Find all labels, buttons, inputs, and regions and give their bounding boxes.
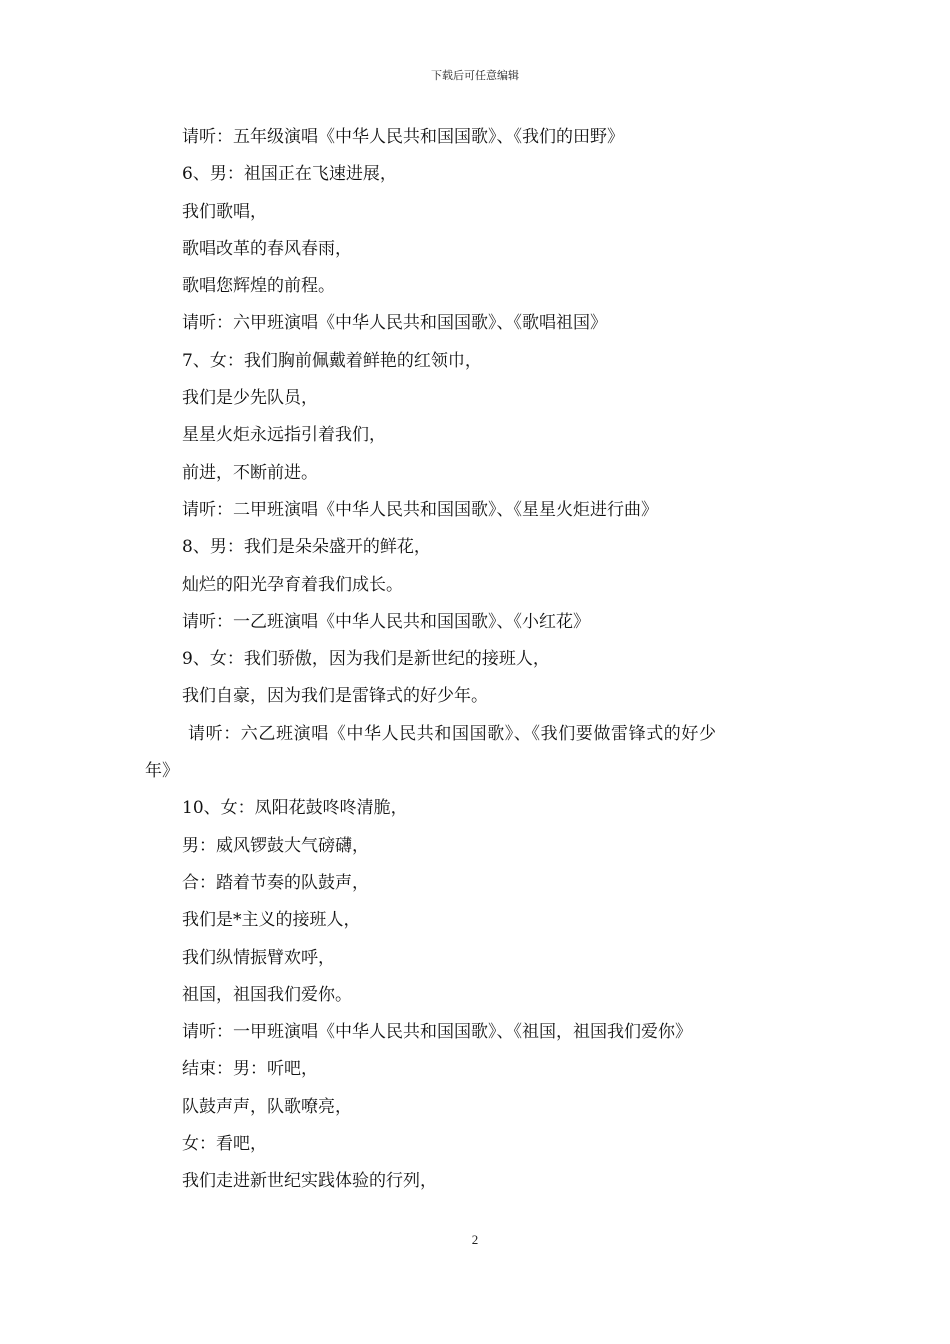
text-line-continuation: 年》 <box>145 761 179 782</box>
text-line: 请听：一甲班演唱《中华人民共和国国歌》、《祖国，祖国我们爱你》 <box>182 1022 692 1043</box>
document-body <box>145 119 815 1201</box>
text-line: 我们是少先队员， <box>182 388 318 409</box>
page-header: 下载后可任意编辑 <box>431 69 519 82</box>
text-line: 10、女：凤阳花鼓咚咚清脆， <box>182 798 408 819</box>
page-number: 2 <box>471 1232 479 1247</box>
text-line: 我们是*主义的接班人， <box>182 910 361 931</box>
text-line: 7、女：我们胸前佩戴着鲜艳的红领巾， <box>182 350 482 371</box>
text-line: 8、男：我们是朵朵盛开的鲜花， <box>182 537 431 558</box>
text-line: 歌唱您辉煌的前程。 <box>182 276 335 297</box>
text-line: 请听：五年级演唱《中华人民共和国国歌》、《我们的田野》 <box>182 127 624 147</box>
text-line: 女：看吧， <box>182 1134 267 1155</box>
text-line: 星星火炬永远指引着我们， <box>182 425 386 446</box>
text-line: 6、男：祖国正在飞速进展， <box>182 164 397 185</box>
text-line: 灿烂的阳光孕育着我们成长。 <box>182 574 403 595</box>
text-line: 请听：六甲班演唱《中华人民共和国国歌》、《歌唱祖国》 <box>182 313 607 334</box>
text-line: 请听：六乙班演唱《中华人民共和国国歌》、《我们要做雷锋式的好少 <box>188 723 717 744</box>
text-line: 结束：男：听吧， <box>182 1059 318 1080</box>
text-line: 合：踏着节奏的队鼓声， <box>182 872 369 893</box>
text-line: 祖国，祖国我们爱你。 <box>182 984 352 1005</box>
text-line: 我们自豪，因为我们是雷锋式的好少年。 <box>182 686 488 707</box>
text-line: 请听：二甲班演唱《中华人民共和国国歌》、《星星火炬进行曲》 <box>182 499 658 520</box>
text-line: 歌唱改革的春风春雨， <box>182 238 352 259</box>
text-line: 我们纵情振臂欢呼， <box>182 947 335 968</box>
text-line: 队鼓声声，队歌嘹亮， <box>182 1096 352 1117</box>
text-line: 请听：一乙班演唱《中华人民共和国国歌》、《小红花》 <box>182 611 590 632</box>
text-line: 前进，不断前进。 <box>182 462 318 483</box>
text-line: 我们走进新世纪实践体验的行列， <box>182 1171 437 1192</box>
text-line: 我们歌唱， <box>182 201 267 222</box>
text-line: 9、女：我们骄傲，因为我们是新世纪的接班人， <box>182 649 550 670</box>
text-line: 男：威风锣鼓大气磅礴， <box>182 835 369 856</box>
